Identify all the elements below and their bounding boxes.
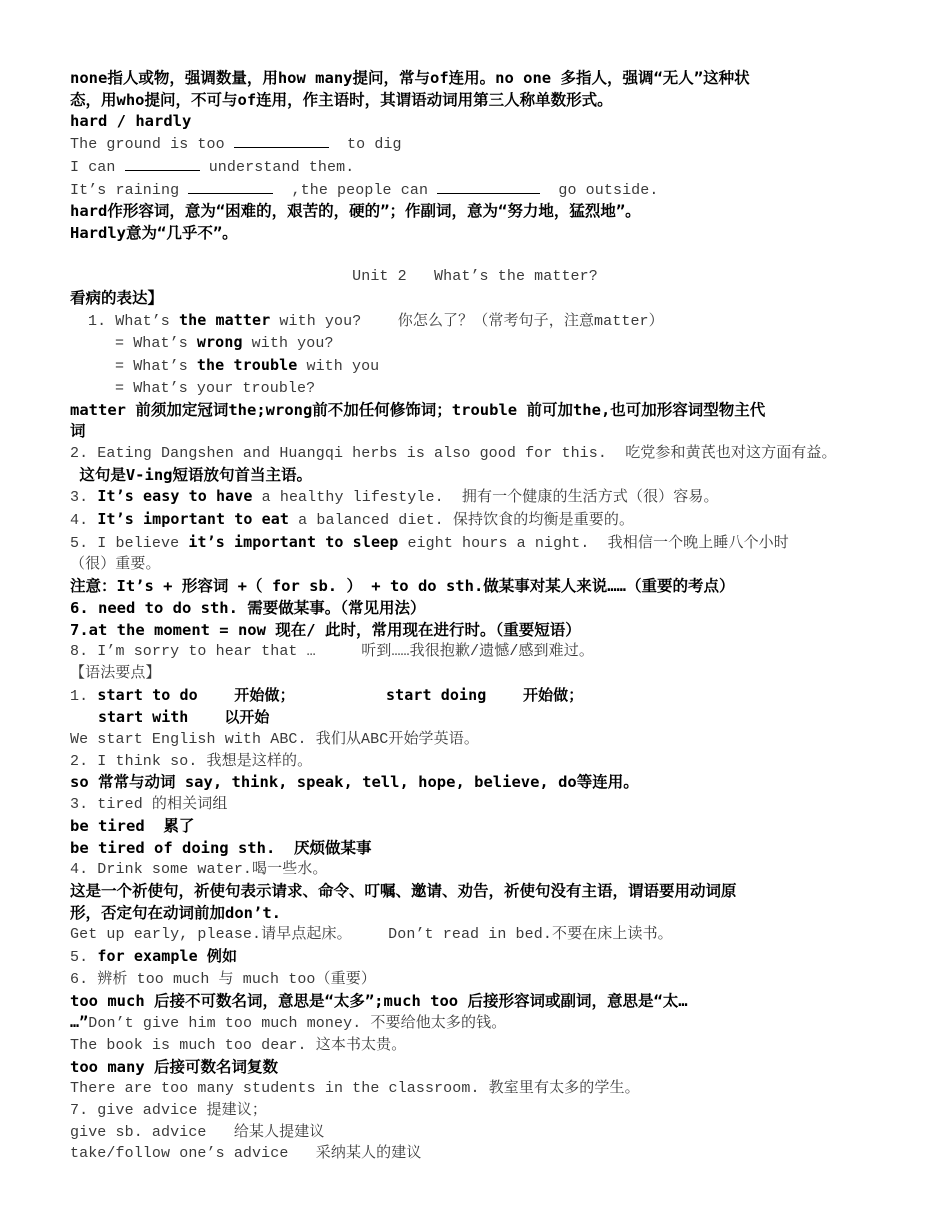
section-heading-doctor: 看病的表达】 xyxy=(70,289,164,308)
grammar-text: 5. xyxy=(70,949,98,967)
point-6: 6. need to do sth. 需要做某事。（常见用法） xyxy=(70,598,426,617)
point-text: a healthy lifestyle. 拥有一个健康的生活方式（很）容易。 xyxy=(252,489,719,507)
grammar-3-be-tired: be tired 累了 xyxy=(70,816,195,835)
note-hardly: Hardly意为“几乎不”。 xyxy=(70,223,238,242)
grammar-1-example: We start English with ABC. 我们从ABC开始学英语。 xyxy=(70,731,479,749)
unit-title: Unit 2 What’s the matter? xyxy=(352,268,598,286)
note-matter-line-1: matter 前须加定冠词the;wrong前不加任何修饰词；trouble 前可加the,也可加形容词型物主代 xyxy=(70,400,766,419)
answer-blank[interactable] xyxy=(437,179,540,194)
phrase-line-2 xyxy=(70,332,950,355)
answer-blank[interactable] xyxy=(188,179,273,194)
exercise-text: I can xyxy=(70,158,125,176)
exercise-text: understand them. xyxy=(199,158,355,176)
point-text: 5. I believe xyxy=(70,534,189,552)
grammar-6-example: The book is much too dear. 这本书太贵。 xyxy=(70,1036,407,1054)
phrase-text: = What’s xyxy=(115,358,197,376)
exercise-text: go outside. xyxy=(540,181,659,199)
grammar-3: 3. tired 的相关词组 xyxy=(70,796,228,814)
grammar-key: for example 例如 xyxy=(97,947,238,966)
point-7: 7.at the moment = now 现在/ 此时，常用现在进行时。（重要短语） xyxy=(70,620,581,639)
point-key: It’s easy to have xyxy=(97,487,253,506)
grammar-6-note-1: too much 后接不可数名词，意思是“太多”;much too 后接形容词或副词，意思是“太… xyxy=(70,991,688,1010)
note-matter-line-2: 词 xyxy=(70,422,86,441)
grammar-7-give: give sb. advice 给某人提建议 xyxy=(70,1123,325,1141)
grammar-4: 4. Drink some water.喝一些水。 xyxy=(70,861,328,879)
section-heading-grammar: 【语法要点】 xyxy=(70,664,161,682)
point-key: It’s important to eat xyxy=(97,510,290,529)
exercise-line-3 xyxy=(70,179,950,202)
grammar-5 xyxy=(70,946,950,969)
exercise-line-2 xyxy=(70,156,950,179)
phrase-key: the trouble xyxy=(196,356,298,375)
phrase-key: the matter xyxy=(179,310,271,329)
grammar-2-note: so 常常与动词 say, think, speak, tell, hope, believe, do等连用。 xyxy=(70,773,639,792)
grammar-6-note-2 xyxy=(70,1012,950,1035)
point-text: a balanced diet. 保持饮食的均衡是重要的。 xyxy=(289,512,635,530)
grammar-4-example: Get up early, please.请早点起床。 Don’t read in bed.不要在床上读书。 xyxy=(70,926,673,944)
note-none-line-1: none指人或物，强调数量，用how many提问，常与of连用。no one 多指人，强调“无人”这种状 xyxy=(70,69,750,87)
grammar-4-note-2: 形，否定句在动词前加don’t. xyxy=(70,903,281,922)
grammar-key: …” xyxy=(70,1013,89,1032)
point-2: 2. Eating Dangshen and Huangqi herbs is also good for this. 吃党参和黄芪也对这方面有益。 xyxy=(70,444,837,462)
phrase-text: 1. What’s xyxy=(88,312,180,330)
phrase-line-4: = What’s your trouble? xyxy=(115,379,316,397)
grammar-6-too-many-example: There are too many students in the classroom. 教室里有太多的学生。 xyxy=(70,1080,640,1098)
grammar-text: Don’t give him too much money. 不要给他太多的钱。 xyxy=(88,1015,507,1033)
grammar-3-tired-of: be tired of doing sth. 厌烦做某事 xyxy=(70,838,372,857)
point-3 xyxy=(70,486,950,509)
exercise-text: It’s raining xyxy=(70,181,189,199)
point-text: 3. xyxy=(70,489,98,507)
grammar-7: 7. give advice 提建议； xyxy=(70,1102,267,1120)
answer-blank[interactable] xyxy=(125,156,200,171)
note-none-line-2: 态，用who提问，不可与of连用，作主语时，其谓语动词用第三人称单数形式。 xyxy=(70,90,613,109)
exercise-text: ,the people can xyxy=(273,181,438,199)
grammar-2: 2. I think so. 我想是这样的。 xyxy=(70,752,313,770)
exercise-text: The ground is too xyxy=(70,136,234,154)
phrase-key: wrong xyxy=(196,333,243,352)
phrase-text: with you xyxy=(297,358,380,376)
point-text: eight hours a night. 我相信一个晚上睡八个小时 xyxy=(398,534,789,552)
grammar-text: 1. xyxy=(70,687,98,705)
phrase-text: = What’s xyxy=(115,335,197,353)
phrase-text: with you? xyxy=(242,335,334,353)
point-8: 8. I’m sorry to hear that … 听到……我很抱歉/遗憾/感到难过。 xyxy=(70,643,594,661)
grammar-4-note-1: 这是一个祈使句，祈使句表示请求、命令、叮嘱、邀请、劝告，祈使句没有主语，谓语要用动词原 xyxy=(70,882,737,900)
phrase-text: with you? 你怎么了？（常考句子，注意matter） xyxy=(270,312,664,330)
phrase-line-3 xyxy=(70,355,950,378)
grammar-1 xyxy=(70,685,950,708)
grammar-6: 6. 辨析 too much 与 much too（重要） xyxy=(70,970,376,988)
point-5-cont: （很）重要。 xyxy=(70,556,161,574)
exercise-line-1 xyxy=(70,133,950,156)
grammar-6-too-many: too many 后接可数名词复数 xyxy=(70,1057,278,1076)
note-hard: hard作形容词，意为“困难的，艰苦的，硬的”；作副词，意为“努力地，猛烈地”。 xyxy=(70,202,641,221)
point-2-note: 这句是V-ing短语放句首当主语。 xyxy=(70,465,312,484)
point-key: it’s important to sleep xyxy=(188,532,399,551)
grammar-1-start-with: start with 以开始 xyxy=(98,708,270,727)
point-5 xyxy=(70,532,950,555)
answer-blank[interactable] xyxy=(234,133,329,148)
point-text: 4. xyxy=(70,512,98,530)
exercise-text: to dig xyxy=(328,136,402,154)
grammar-7-take: take/follow one’s advice 采纳某人的建议 xyxy=(70,1145,422,1163)
point-4 xyxy=(70,509,950,532)
grammar-key: start to do 开始做； start doing 开始做； xyxy=(97,685,584,704)
phrase-line-1 xyxy=(70,310,950,333)
note-its-adj: 注意：It’s + 形容词 +（ for sb. ） + to do sth.做某事对某人来说……（重要的考点） xyxy=(70,577,735,596)
spacer xyxy=(70,245,950,267)
heading-hard-hardly: hard / hardly xyxy=(70,112,192,131)
